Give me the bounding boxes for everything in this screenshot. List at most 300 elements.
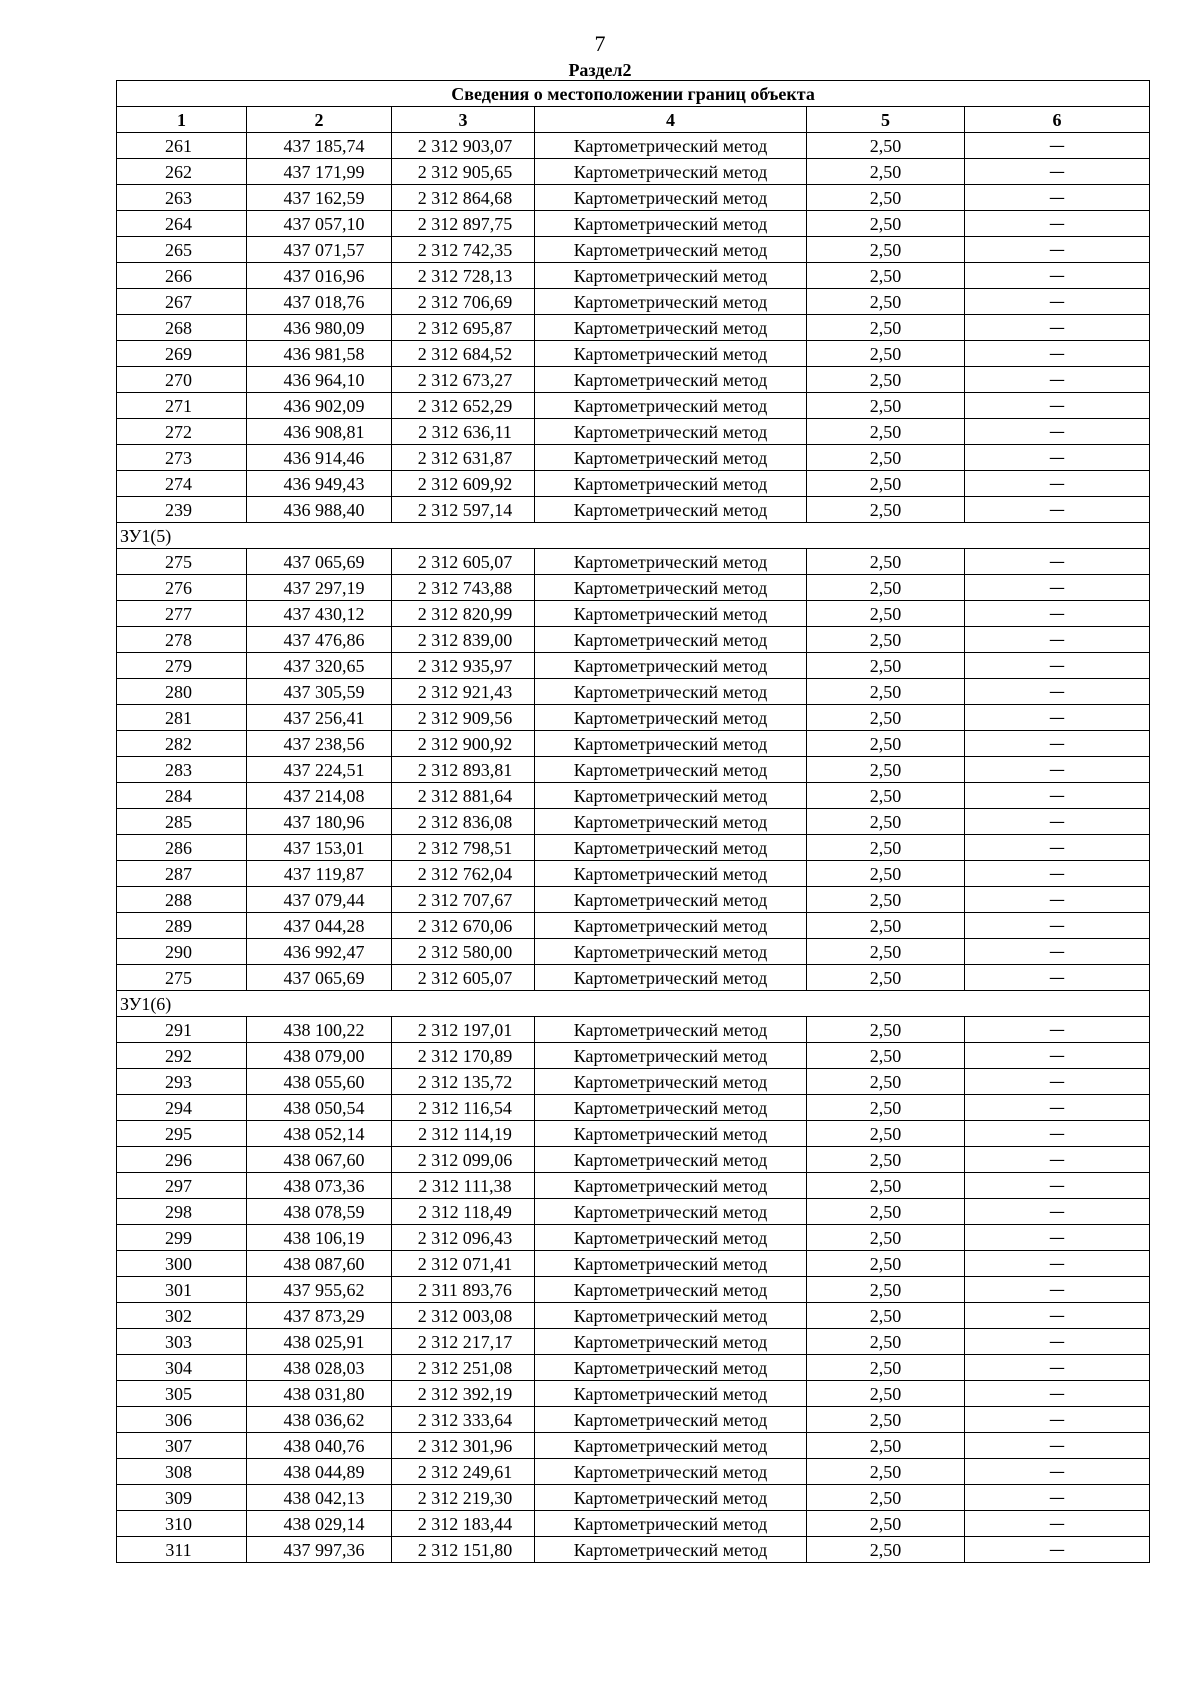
x-coordinate-cell: 437 955,62	[247, 1277, 392, 1303]
description-cell: —	[965, 1303, 1150, 1329]
table-row	[117, 497, 1150, 523]
y-coordinate-cell: 2 312 905,65	[392, 159, 535, 185]
description-cell: —	[965, 627, 1150, 653]
method-cell: Картометрический метод	[535, 341, 807, 367]
y-coordinate-cell: 2 312 706,69	[392, 289, 535, 315]
point-number-cell: 284	[117, 783, 247, 809]
method-cell: Картометрический метод	[535, 1407, 807, 1433]
point-number-cell: 288	[117, 887, 247, 913]
table-row	[117, 1459, 1150, 1485]
y-coordinate-cell: 2 312 864,68	[392, 185, 535, 211]
description-cell: —	[965, 1251, 1150, 1277]
y-coordinate-cell: 2 312 219,30	[392, 1485, 535, 1511]
x-coordinate-cell: 438 028,03	[247, 1355, 392, 1381]
y-coordinate-cell: 2 312 251,08	[392, 1355, 535, 1381]
x-coordinate-cell: 438 106,19	[247, 1225, 392, 1251]
accuracy-cell: 2,50	[807, 1537, 965, 1563]
accuracy-cell: 2,50	[807, 315, 965, 341]
y-coordinate-cell: 2 312 743,88	[392, 575, 535, 601]
description-cell: —	[965, 367, 1150, 393]
description-cell: —	[965, 1043, 1150, 1069]
point-number-cell: 270	[117, 367, 247, 393]
x-coordinate-cell: 437 997,36	[247, 1537, 392, 1563]
table-row	[117, 1433, 1150, 1459]
section-title: Раздел2	[568, 60, 632, 80]
method-cell: Картометрический метод	[535, 1381, 807, 1407]
x-coordinate-cell: 437 180,96	[247, 809, 392, 835]
description-cell: —	[965, 601, 1150, 627]
table-row	[117, 289, 1150, 315]
point-number-cell: 264	[117, 211, 247, 237]
accuracy-cell: 2,50	[807, 1433, 965, 1459]
table-row	[117, 393, 1150, 419]
x-coordinate-cell: 438 079,00	[247, 1043, 392, 1069]
y-coordinate-cell: 2 312 609,92	[392, 471, 535, 497]
description-cell: —	[965, 211, 1150, 237]
description-cell: —	[965, 1017, 1150, 1043]
description-cell: —	[965, 549, 1150, 575]
description-cell: —	[965, 133, 1150, 159]
point-number-cell: 282	[117, 731, 247, 757]
accuracy-cell: 2,50	[807, 1017, 965, 1043]
x-coordinate-cell: 437 079,44	[247, 887, 392, 913]
column-header: 5	[807, 107, 965, 133]
x-coordinate-cell: 438 052,14	[247, 1121, 392, 1147]
column-header: 6	[965, 107, 1150, 133]
description-cell: —	[965, 1095, 1150, 1121]
accuracy-cell: 2,50	[807, 185, 965, 211]
table-row	[117, 419, 1150, 445]
description-cell: —	[965, 1433, 1150, 1459]
y-coordinate-cell: 2 312 096,43	[392, 1225, 535, 1251]
table-row	[117, 1485, 1150, 1511]
x-coordinate-cell: 437 016,96	[247, 263, 392, 289]
description-cell: —	[965, 1381, 1150, 1407]
boundary-coordinates-table	[116, 80, 1150, 1563]
table-row	[117, 1355, 1150, 1381]
table-row	[117, 1121, 1150, 1147]
y-coordinate-cell: 2 312 893,81	[392, 757, 535, 783]
point-number-cell: 266	[117, 263, 247, 289]
description-cell: —	[965, 575, 1150, 601]
description-cell: —	[965, 1069, 1150, 1095]
method-cell: Картометрический метод	[535, 1069, 807, 1095]
group-label: ЗУ1(5)	[117, 523, 1150, 549]
description-cell: —	[965, 237, 1150, 263]
description-cell: —	[965, 1407, 1150, 1433]
accuracy-cell: 2,50	[807, 1381, 965, 1407]
method-cell: Картометрический метод	[535, 1511, 807, 1537]
table-row	[117, 1537, 1150, 1563]
y-coordinate-cell: 2 312 605,07	[392, 549, 535, 575]
accuracy-cell: 2,50	[807, 1329, 965, 1355]
y-coordinate-cell: 2 312 605,07	[392, 965, 535, 991]
method-cell: Картометрический метод	[535, 1199, 807, 1225]
accuracy-cell: 2,50	[807, 1485, 965, 1511]
point-number-cell: 294	[117, 1095, 247, 1121]
point-number-cell: 275	[117, 549, 247, 575]
x-coordinate-cell: 438 031,80	[247, 1381, 392, 1407]
y-coordinate-cell: 2 312 597,14	[392, 497, 535, 523]
x-coordinate-cell: 437 018,76	[247, 289, 392, 315]
y-coordinate-cell: 2 312 170,89	[392, 1043, 535, 1069]
x-coordinate-cell: 437 071,57	[247, 237, 392, 263]
method-cell: Картометрический метод	[535, 1095, 807, 1121]
description-cell: —	[965, 289, 1150, 315]
x-coordinate-cell: 437 224,51	[247, 757, 392, 783]
y-coordinate-cell: 2 312 900,92	[392, 731, 535, 757]
table-row	[117, 757, 1150, 783]
description-cell: —	[965, 159, 1150, 185]
x-coordinate-cell: 438 042,13	[247, 1485, 392, 1511]
point-number-cell: 275	[117, 965, 247, 991]
accuracy-cell: 2,50	[807, 1459, 965, 1485]
x-coordinate-cell: 438 067,60	[247, 1147, 392, 1173]
accuracy-cell: 2,50	[807, 133, 965, 159]
accuracy-cell: 2,50	[807, 809, 965, 835]
point-number-cell: 273	[117, 445, 247, 471]
point-number-cell: 310	[117, 1511, 247, 1537]
accuracy-cell: 2,50	[807, 1095, 965, 1121]
accuracy-cell: 2,50	[807, 237, 965, 263]
table-caption: Сведения о местоположении границ объекта	[117, 81, 1150, 107]
method-cell: Картометрический метод	[535, 1251, 807, 1277]
x-coordinate-cell: 436 981,58	[247, 341, 392, 367]
x-coordinate-cell: 436 908,81	[247, 419, 392, 445]
method-cell: Картометрический метод	[535, 731, 807, 757]
accuracy-cell: 2,50	[807, 679, 965, 705]
accuracy-cell: 2,50	[807, 1043, 965, 1069]
description-cell: —	[965, 809, 1150, 835]
description-cell: —	[965, 1173, 1150, 1199]
table-row	[117, 471, 1150, 497]
accuracy-cell: 2,50	[807, 263, 965, 289]
description-cell: —	[965, 497, 1150, 523]
accuracy-cell: 2,50	[807, 419, 965, 445]
accuracy-cell: 2,50	[807, 731, 965, 757]
table-row	[117, 1251, 1150, 1277]
point-number-cell: 283	[117, 757, 247, 783]
accuracy-cell: 2,50	[807, 601, 965, 627]
column-header: 2	[247, 107, 392, 133]
table-row	[117, 1407, 1150, 1433]
x-coordinate-cell: 438 087,60	[247, 1251, 392, 1277]
description-cell: —	[965, 1147, 1150, 1173]
table-row	[117, 341, 1150, 367]
point-number-cell: 298	[117, 1199, 247, 1225]
table-row	[117, 731, 1150, 757]
point-number-cell: 290	[117, 939, 247, 965]
method-cell: Картометрический метод	[535, 471, 807, 497]
accuracy-cell: 2,50	[807, 1173, 965, 1199]
y-coordinate-cell: 2 312 909,56	[392, 705, 535, 731]
accuracy-cell: 2,50	[807, 1511, 965, 1537]
table-row	[117, 887, 1150, 913]
y-coordinate-cell: 2 312 151,80	[392, 1537, 535, 1563]
y-coordinate-cell: 2 312 118,49	[392, 1199, 535, 1225]
accuracy-cell: 2,50	[807, 627, 965, 653]
table-row	[117, 1329, 1150, 1355]
table-row	[117, 1095, 1150, 1121]
y-coordinate-cell: 2 312 707,67	[392, 887, 535, 913]
accuracy-cell: 2,50	[807, 1225, 965, 1251]
accuracy-cell: 2,50	[807, 1147, 965, 1173]
point-number-cell: 274	[117, 471, 247, 497]
description-cell: —	[965, 1537, 1150, 1563]
method-cell: Картометрический метод	[535, 913, 807, 939]
method-cell: Картометрический метод	[535, 861, 807, 887]
y-coordinate-cell: 2 312 114,19	[392, 1121, 535, 1147]
point-number-cell: 239	[117, 497, 247, 523]
table-row	[117, 1147, 1150, 1173]
method-cell: Картометрический метод	[535, 1329, 807, 1355]
x-coordinate-cell: 438 050,54	[247, 1095, 392, 1121]
y-coordinate-cell: 2 312 636,11	[392, 419, 535, 445]
y-coordinate-cell: 2 312 839,00	[392, 627, 535, 653]
y-coordinate-cell: 2 312 897,75	[392, 211, 535, 237]
y-coordinate-cell: 2 312 881,64	[392, 783, 535, 809]
method-cell: Картометрический метод	[535, 159, 807, 185]
description-cell: —	[965, 679, 1150, 705]
method-cell: Картометрический метод	[535, 835, 807, 861]
point-number-cell: 267	[117, 289, 247, 315]
x-coordinate-cell: 438 036,62	[247, 1407, 392, 1433]
method-cell: Картометрический метод	[535, 1173, 807, 1199]
point-number-cell: 280	[117, 679, 247, 705]
accuracy-cell: 2,50	[807, 783, 965, 809]
x-coordinate-cell: 437 873,29	[247, 1303, 392, 1329]
y-coordinate-cell: 2 311 893,76	[392, 1277, 535, 1303]
point-number-cell: 262	[117, 159, 247, 185]
description-cell: —	[965, 1511, 1150, 1537]
method-cell: Картометрический метод	[535, 653, 807, 679]
y-coordinate-cell: 2 312 217,17	[392, 1329, 535, 1355]
table-row	[117, 263, 1150, 289]
accuracy-cell: 2,50	[807, 913, 965, 939]
point-number-cell: 271	[117, 393, 247, 419]
table-row	[117, 1303, 1150, 1329]
description-cell: —	[965, 861, 1150, 887]
description-cell: —	[965, 393, 1150, 419]
x-coordinate-cell: 437 238,56	[247, 731, 392, 757]
table-row	[117, 861, 1150, 887]
description-cell: —	[965, 887, 1150, 913]
x-coordinate-cell: 436 980,09	[247, 315, 392, 341]
y-coordinate-cell: 2 312 135,72	[392, 1069, 535, 1095]
y-coordinate-cell: 2 312 762,04	[392, 861, 535, 887]
table-row	[117, 185, 1150, 211]
table-row	[117, 159, 1150, 185]
description-cell: —	[965, 965, 1150, 991]
point-number-cell: 265	[117, 237, 247, 263]
description-cell: —	[965, 1199, 1150, 1225]
y-coordinate-cell: 2 312 935,97	[392, 653, 535, 679]
accuracy-cell: 2,50	[807, 705, 965, 731]
method-cell: Картометрический метод	[535, 1485, 807, 1511]
method-cell: Картометрический метод	[535, 705, 807, 731]
x-coordinate-cell: 437 430,12	[247, 601, 392, 627]
method-cell: Картометрический метод	[535, 1537, 807, 1563]
method-cell: Картометрический метод	[535, 939, 807, 965]
point-number-cell: 306	[117, 1407, 247, 1433]
accuracy-cell: 2,50	[807, 1407, 965, 1433]
method-cell: Картометрический метод	[535, 1433, 807, 1459]
accuracy-cell: 2,50	[807, 653, 965, 679]
y-coordinate-cell: 2 312 903,07	[392, 133, 535, 159]
group-label: ЗУ1(6)	[117, 991, 1150, 1017]
table-row	[117, 939, 1150, 965]
method-cell: Картометрический метод	[535, 263, 807, 289]
accuracy-cell: 2,50	[807, 939, 965, 965]
y-coordinate-cell: 2 312 580,00	[392, 939, 535, 965]
point-number-cell: 303	[117, 1329, 247, 1355]
point-number-cell: 277	[117, 601, 247, 627]
point-number-cell: 308	[117, 1459, 247, 1485]
table-row	[117, 835, 1150, 861]
description-cell: —	[965, 939, 1150, 965]
description-cell: —	[965, 419, 1150, 445]
y-coordinate-cell: 2 312 836,08	[392, 809, 535, 835]
method-cell: Картометрический метод	[535, 1043, 807, 1069]
method-cell: Картометрический метод	[535, 367, 807, 393]
x-coordinate-cell: 437 185,74	[247, 133, 392, 159]
x-coordinate-cell: 436 949,43	[247, 471, 392, 497]
table-row	[117, 1043, 1150, 1069]
method-cell: Картометрический метод	[535, 1225, 807, 1251]
y-coordinate-cell: 2 312 798,51	[392, 835, 535, 861]
x-coordinate-cell: 436 914,46	[247, 445, 392, 471]
description-cell: —	[965, 471, 1150, 497]
point-number-cell: 278	[117, 627, 247, 653]
method-cell: Картометрический метод	[535, 289, 807, 315]
table-row	[117, 211, 1150, 237]
table-body	[117, 81, 1150, 1563]
y-coordinate-cell: 2 312 333,64	[392, 1407, 535, 1433]
y-coordinate-cell: 2 312 742,35	[392, 237, 535, 263]
y-coordinate-cell: 2 312 301,96	[392, 1433, 535, 1459]
table-row	[117, 1173, 1150, 1199]
point-number-cell: 272	[117, 419, 247, 445]
accuracy-cell: 2,50	[807, 1121, 965, 1147]
description-cell: —	[965, 913, 1150, 939]
accuracy-cell: 2,50	[807, 289, 965, 315]
table-row	[117, 237, 1150, 263]
x-coordinate-cell: 437 065,69	[247, 549, 392, 575]
point-number-cell: 286	[117, 835, 247, 861]
method-cell: Картометрический метод	[535, 185, 807, 211]
point-number-cell: 307	[117, 1433, 247, 1459]
x-coordinate-cell: 437 214,08	[247, 783, 392, 809]
point-number-cell: 285	[117, 809, 247, 835]
table-row	[117, 367, 1150, 393]
point-number-cell: 276	[117, 575, 247, 601]
point-number-cell: 297	[117, 1173, 247, 1199]
point-number-cell: 309	[117, 1485, 247, 1511]
table-row	[117, 705, 1150, 731]
table-row	[117, 679, 1150, 705]
description-cell: —	[965, 705, 1150, 731]
accuracy-cell: 2,50	[807, 341, 965, 367]
method-cell: Картометрический метод	[535, 679, 807, 705]
table-row	[117, 1199, 1150, 1225]
y-coordinate-cell: 2 312 111,38	[392, 1173, 535, 1199]
method-cell: Картометрический метод	[535, 757, 807, 783]
point-number-cell: 296	[117, 1147, 247, 1173]
table-row	[117, 133, 1150, 159]
point-number-cell: 281	[117, 705, 247, 731]
description-cell: —	[965, 341, 1150, 367]
point-number-cell: 269	[117, 341, 247, 367]
accuracy-cell: 2,50	[807, 211, 965, 237]
description-cell: —	[965, 315, 1150, 341]
accuracy-cell: 2,50	[807, 549, 965, 575]
method-cell: Картометрический метод	[535, 601, 807, 627]
point-number-cell: 305	[117, 1381, 247, 1407]
method-cell: Картометрический метод	[535, 133, 807, 159]
x-coordinate-cell: 436 902,09	[247, 393, 392, 419]
point-number-cell: 291	[117, 1017, 247, 1043]
x-coordinate-cell: 437 476,86	[247, 627, 392, 653]
method-cell: Картометрический метод	[535, 1277, 807, 1303]
description-cell: —	[965, 757, 1150, 783]
point-number-cell: 268	[117, 315, 247, 341]
method-cell: Картометрический метод	[535, 211, 807, 237]
x-coordinate-cell: 437 297,19	[247, 575, 392, 601]
method-cell: Картометрический метод	[535, 575, 807, 601]
method-cell: Картометрический метод	[535, 237, 807, 263]
x-coordinate-cell: 437 057,10	[247, 211, 392, 237]
point-number-cell: 311	[117, 1537, 247, 1563]
description-cell: —	[965, 445, 1150, 471]
y-coordinate-cell: 2 312 183,44	[392, 1511, 535, 1537]
x-coordinate-cell: 437 305,59	[247, 679, 392, 705]
table-row	[117, 1225, 1150, 1251]
accuracy-cell: 2,50	[807, 497, 965, 523]
x-coordinate-cell: 437 044,28	[247, 913, 392, 939]
y-coordinate-cell: 2 312 197,01	[392, 1017, 535, 1043]
page-number: 7	[594, 31, 606, 56]
method-cell: Картометрический метод	[535, 965, 807, 991]
accuracy-cell: 2,50	[807, 965, 965, 991]
accuracy-cell: 2,50	[807, 1069, 965, 1095]
description-cell: —	[965, 731, 1150, 757]
point-number-cell: 261	[117, 133, 247, 159]
y-coordinate-cell: 2 312 695,87	[392, 315, 535, 341]
x-coordinate-cell: 438 025,91	[247, 1329, 392, 1355]
point-number-cell: 263	[117, 185, 247, 211]
accuracy-cell: 2,50	[807, 471, 965, 497]
method-cell: Картометрический метод	[535, 1459, 807, 1485]
point-number-cell: 295	[117, 1121, 247, 1147]
table-row	[117, 549, 1150, 575]
accuracy-cell: 2,50	[807, 445, 965, 471]
description-cell: —	[965, 783, 1150, 809]
point-number-cell: 302	[117, 1303, 247, 1329]
method-cell: Картометрический метод	[535, 627, 807, 653]
x-coordinate-cell: 436 992,47	[247, 939, 392, 965]
description-cell: —	[965, 1355, 1150, 1381]
accuracy-cell: 2,50	[807, 757, 965, 783]
y-coordinate-cell: 2 312 392,19	[392, 1381, 535, 1407]
table-row	[117, 965, 1150, 991]
x-coordinate-cell: 438 040,76	[247, 1433, 392, 1459]
table-row	[117, 1069, 1150, 1095]
x-coordinate-cell: 438 044,89	[247, 1459, 392, 1485]
method-cell: Картометрический метод	[535, 1303, 807, 1329]
x-coordinate-cell: 437 256,41	[247, 705, 392, 731]
y-coordinate-cell: 2 312 099,06	[392, 1147, 535, 1173]
point-number-cell: 304	[117, 1355, 247, 1381]
